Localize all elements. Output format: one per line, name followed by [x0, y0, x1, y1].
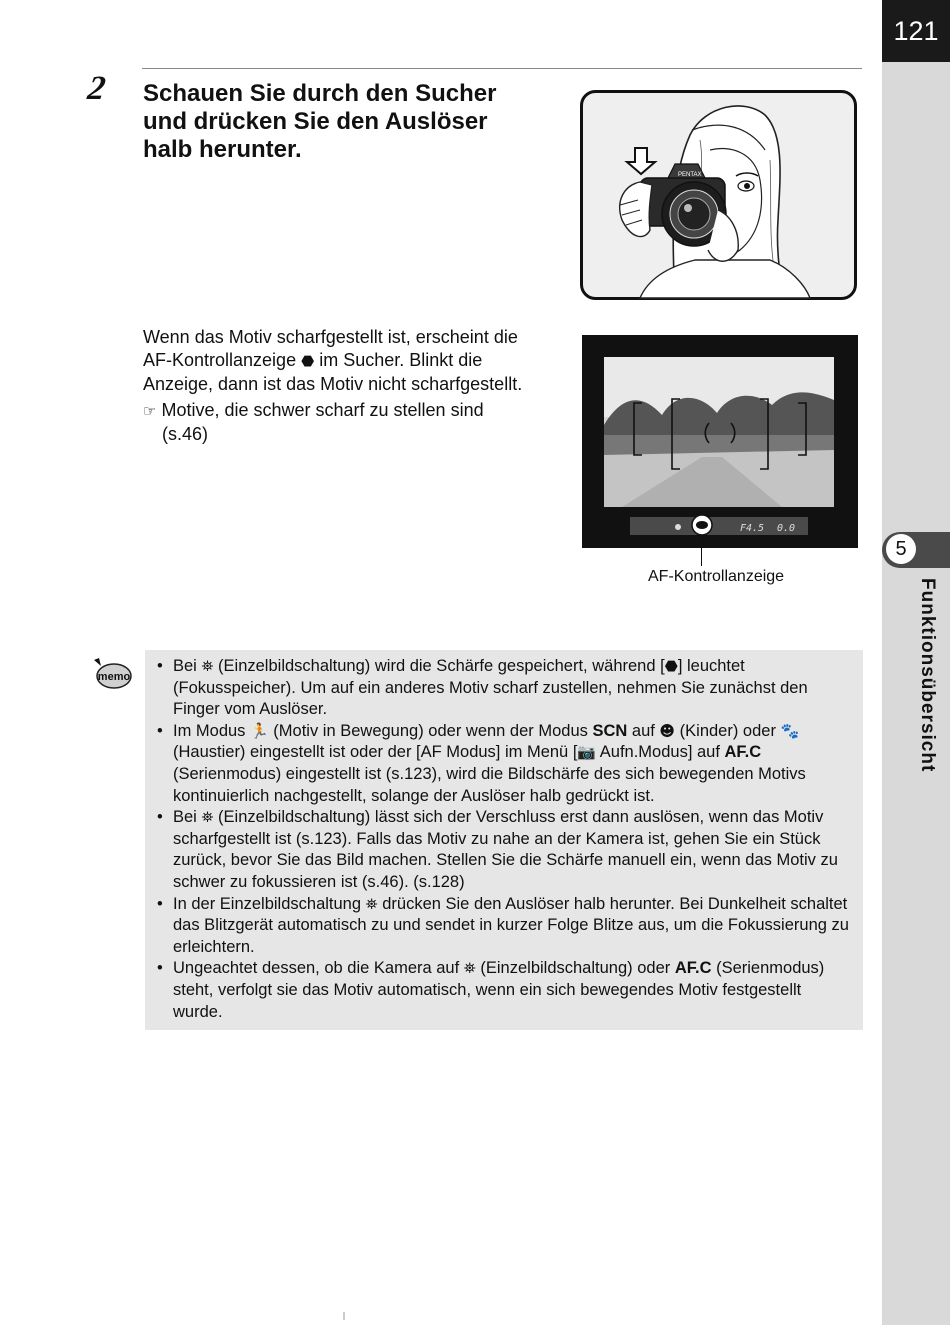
- memo-text: (Haustier) eingestellt ist oder der [AF Modus] im Menü [: [173, 743, 578, 762]
- step-number: 2: [85, 70, 108, 107]
- kids-icon: ☻: [659, 721, 676, 740]
- chapter-number: 5: [886, 534, 916, 564]
- reference-text: Motive, die schwer scharf zu stellen sind: [156, 400, 484, 420]
- memo-text: (Kinder) oder: [675, 721, 781, 740]
- memo-list: [145, 650, 863, 1023]
- memo-text: (Einzelbildschaltung) oder: [475, 959, 675, 978]
- footer-mark: [343, 1312, 345, 1320]
- camera-brand-text: PENTAX: [678, 172, 702, 178]
- viewfinder-aperture: F4.5: [740, 523, 765, 534]
- body-text: [143, 326, 523, 446]
- reference-page: (s.46): [162, 424, 209, 444]
- moving-object-icon: 🏃: [250, 721, 269, 740]
- memo-item: [173, 958, 851, 1023]
- single-frame-icon: ⛯: [463, 959, 476, 978]
- pet-icon: 🐾: [780, 721, 800, 740]
- afc-mode-label: AF.C: [674, 959, 712, 978]
- viewfinder-ev: 0.0: [777, 523, 796, 534]
- camera-usage-illustration: [580, 90, 857, 300]
- memo-text: In der Einzelbildschaltung: [173, 894, 366, 913]
- memo-box: [145, 650, 863, 1030]
- memo-text: Bei: [173, 808, 202, 827]
- memo-text: (Einzelbildschaltung) lässt sich der Verschluss erst dann auslösen, wenn das Motiv scharfgestellt ist (s.123). Falls das Motiv zu nahe an der Kamera ist, gehen Sie ein Stück zurück, bevor Sie das Bild machen. Stellen Sie die Schärfe manuell ein, wenn das Motiv zu schwer zu fokussieren ist (s.46). (s.128): [173, 808, 838, 891]
- body-paragraph-part2: im Sucher. Blinkt die Anzeige, dann ist das Motiv nicht scharfgestellt.: [143, 350, 523, 394]
- single-frame-icon: ⛯: [201, 657, 214, 675]
- memo-item: [173, 807, 851, 893]
- memo-text: Ungeachtet dessen, ob die Kamera auf: [173, 959, 464, 978]
- reference-pointer-icon: ☞: [143, 402, 157, 420]
- memo-text: ] leuchtet (Fokusspeicher). Um auf ein anderes Motiv scharf zustellen, nehmen Sie zunächst den Finger vom Auslöser.: [173, 657, 808, 719]
- memo-text: (Motiv in Bewegung) oder wenn der Modus: [268, 721, 593, 740]
- body-paragraph: [143, 326, 523, 396]
- memo-text: drücken Sie den Auslöser halb herunter. Bei Dunkelheit schaltet das Blitzgerät automatisch zu und sendet in kurzer Folge Blitze aus, um die Fokussierung zu erleichtern.: [173, 894, 849, 956]
- af-indicator-label: AF-Kontrollanzeige: [648, 568, 785, 585]
- reference-line: [143, 399, 523, 446]
- memo-item: [173, 721, 851, 807]
- memo-text: Aufn.Modus] auf: [596, 743, 725, 762]
- memo-item: [173, 656, 851, 721]
- page-number: 121: [882, 0, 950, 62]
- memo-icon: [90, 656, 132, 690]
- focus-indicator-icon: ⬣: [664, 657, 678, 675]
- single-frame-icon: ⛯: [365, 894, 378, 913]
- chapter-title: Funktionsübersicht: [917, 578, 938, 773]
- memo-text: Bei: [173, 657, 202, 675]
- afc-mode-label: AF.C: [724, 743, 762, 762]
- memo-text: (Einzelbildschaltung) wird die Schärfe gespeichert, während [: [213, 657, 665, 675]
- body-paragraph-part1: Wenn das Motiv scharfgestellt ist, erscheint die AF-Kontrollanzeige: [143, 327, 518, 370]
- memo-item: [173, 894, 851, 959]
- viewfinder-illustration: [582, 335, 858, 548]
- memo-text: auf: [627, 721, 660, 740]
- focus-indicator-icon: ⬣: [301, 352, 315, 370]
- memo-text: Im Modus: [173, 721, 251, 740]
- scn-mode-icon: SCN: [592, 721, 628, 740]
- step-title: Schauen Sie durch den Sucher und drücken Sie den Auslöser halb herunter.: [143, 80, 497, 163]
- callout-line: [701, 546, 702, 566]
- single-frame-icon: ⛯: [201, 808, 214, 827]
- top-rule: [142, 68, 862, 69]
- camera-icon: 📷: [577, 743, 597, 762]
- memo-icon-label: memo: [97, 671, 131, 683]
- memo-text: (Serienmodus) steht, verfolgt sie das Motiv automatisch, wenn ein sich bewegendes Motiv festgestellt wurde.: [173, 959, 825, 1021]
- memo-text: (Serienmodus) eingestellt ist (s.123), wird die Bildschärfe des sich bewegenden Motivs kontinuierlich nachgestellt, solange der Auslöser halb gedrückt ist.: [173, 764, 806, 805]
